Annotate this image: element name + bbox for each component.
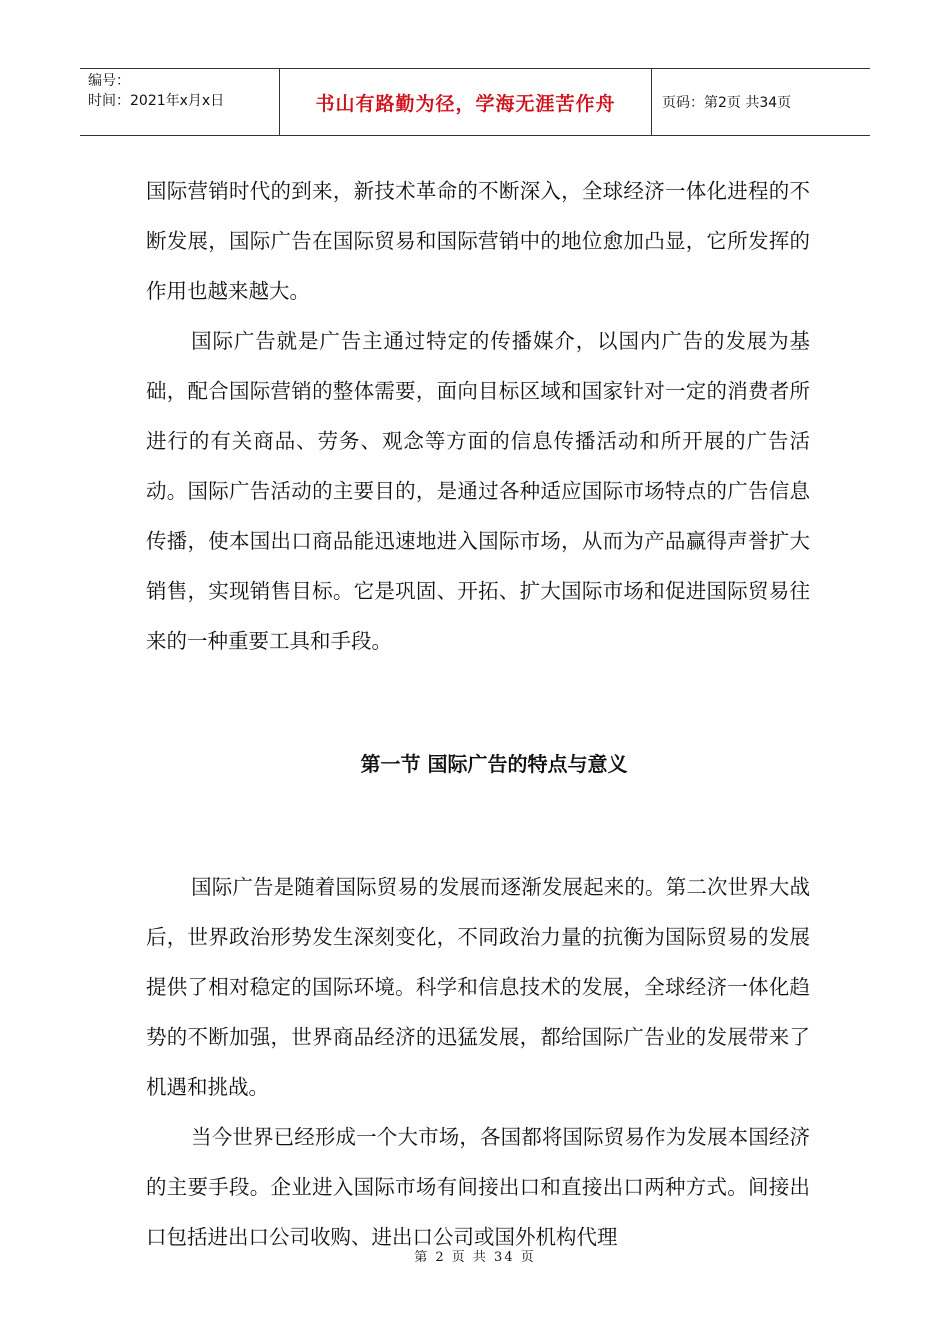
paragraph-intro: 国际营销时代的到来，新技术革命的不断深入，全球经济一体化进程的不断发展，国际广告在国际贸易和国际营销中的地位愈加凸显，它所发挥的作用也越来越大。 (146, 179, 810, 303)
paragraph-market: 当今世界已经形成一个大市场，各国都将国际贸易作为发展本国经济的主要手段。企业进入国际市场有间接出口和直接出口两种方式。间接出口包括进出口公司收购、进出口公司或国外机构代理 (146, 1125, 810, 1249)
page-header (80, 68, 870, 136)
paragraph-history: 国际广告是随着国际贸易的发展而逐渐发展起来的。第二次世界大战后，世界政治形势发生深刻变化，不同政治力量的抗衡为国际贸易的发展提供了相对稳定的国际环境。科学和信息技术的发展，全球经济一体化趋势的不断加强，世界商品经济的迅猛发展，都给国际广告业的发展带来了机遇和挑战。 (146, 875, 810, 1099)
document-body (146, 166, 810, 1262)
serial-number-label: 编号： (88, 73, 130, 89)
date-line: 时间：2021年x月x日 (88, 93, 225, 109)
paragraph-definition: 国际广告就是广告主通过特定的传播媒介，以国内广告的发展为基础，配合国际营销的整体需要，面向目标区域和国家针对一定的消费者所进行的有关商品、劳务、观念等方面的信息传播活动和所开展的广告活动。国际广告活动的主要目的，是通过各种适应国际市场特点的广告信息传播，使本国出口商品能迅速地进入国际市场，从而为产品赢得声誉扩大销售，实现销售目标。它是巩固、开拓、扩大国际市场和促进国际贸易往来的一种重要工具和手段。 (146, 329, 810, 653)
header-page-info: 页码：第2页 共34页 (662, 95, 792, 111)
section-title: 第一节 国际广告的特点与意义 (360, 752, 628, 776)
page-footer: 第 2 页 共 34 页 (414, 1250, 536, 1265)
header-motto: 书山有路勤为径，学海无涯苦作舟 (280, 69, 652, 135)
header-meta (80, 69, 280, 135)
